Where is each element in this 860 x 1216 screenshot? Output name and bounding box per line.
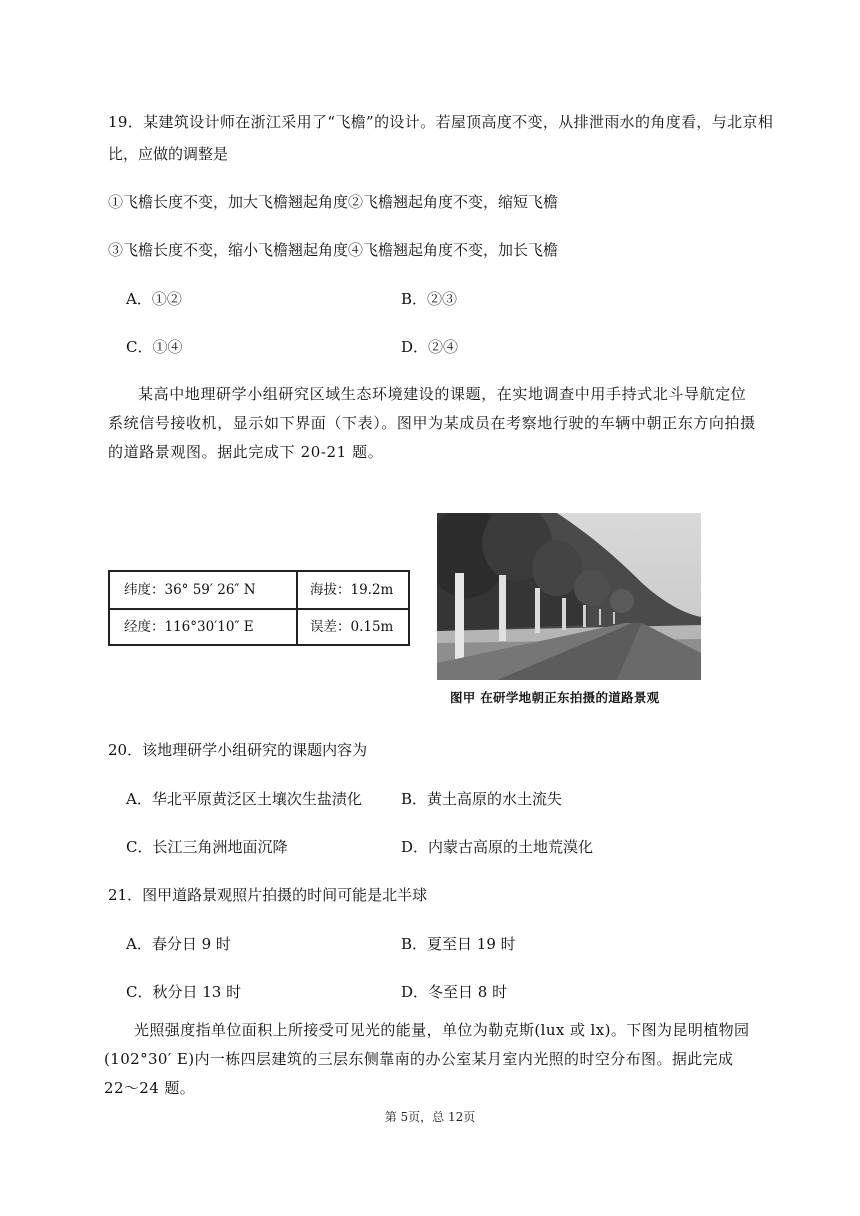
q20-option-b: B．黄土高原的水土流失 xyxy=(401,790,563,808)
gps-readout-table xyxy=(108,570,410,646)
q19-stem-line2: 比，应做的调整是 xyxy=(108,145,229,163)
q19-item-line2: ③飞檐长度不变，缩小飞檐翘起角度④飞檐翘起角度不变，加长飞檐 xyxy=(108,241,559,259)
intro-20-21: 某高中地理研学小组研究区域生态环境建设的课题，在实地调查中用手持式北斗导航定位系统信号接收机，显示如下界面（下表）。图甲为某成员在考察地行驶的车辆中朝正东方向拍摄的道路景观图。据此完成下 20-21 题。 xyxy=(108,385,756,461)
road-landscape-photo xyxy=(437,513,701,680)
q21-option-d: D．冬至日 8 时 xyxy=(401,983,508,1001)
q19-option-c: C．①④ xyxy=(126,338,183,356)
q19-stem-line1: 19．某建筑设计师在浙江采用了“飞檐”的设计。若屋顶高度不变，从排泄雨水的角度看，与北京相 xyxy=(108,113,774,131)
q21-option-a: A．春分日 9 时 xyxy=(126,935,231,953)
page-footer: 第 5页，总 12页 xyxy=(384,1110,476,1124)
intro-22-24: 光照强度指单位面积上所接受可见光的能量，单位为勒克斯(lux 或 lx)。下图为昆明植物园(102°30′ E)内一栋四层建筑的三层东侧靠南的办公室某月室内光照的时空分布图。据此完成 22～24 题。 xyxy=(104,1021,750,1097)
error-cell: 误差：0.15m xyxy=(310,619,394,635)
q19-item-line1: ①飞檐长度不变，加大飞檐翘起角度②飞檐翘起角度不变，缩短飞檐 xyxy=(108,193,559,211)
q19-option-b: B．②③ xyxy=(401,290,458,308)
q21-stem: 21．图甲道路景观照片拍摄的时间可能是北半球 xyxy=(108,886,428,904)
q20-stem: 20．该地理研学小组研究的课题内容为 xyxy=(108,741,368,759)
figure-caption: 图甲 在研学地朝正东拍摄的道路景观 xyxy=(450,690,660,705)
latitude-cell: 纬度：36° 59′ 26″ N xyxy=(124,582,256,598)
q21-option-c: C．秋分日 13 时 xyxy=(126,983,242,1001)
q20-option-c: C．长江三角洲地面沉降 xyxy=(126,838,288,856)
q19-option-d: D．②④ xyxy=(401,338,459,356)
q19-option-a: A．①② xyxy=(126,290,182,308)
q20-option-a: A．华北平原黄泛区土壤次生盐渍化 xyxy=(126,790,362,808)
q20-option-d: D．内蒙古高原的土地荒漠化 xyxy=(401,838,594,856)
altitude-cell: 海拔：19.2m xyxy=(310,582,394,598)
q21-option-b: B．夏至日 19 时 xyxy=(401,935,516,953)
longitude-cell: 经度：116°30′10″ E xyxy=(124,619,254,635)
